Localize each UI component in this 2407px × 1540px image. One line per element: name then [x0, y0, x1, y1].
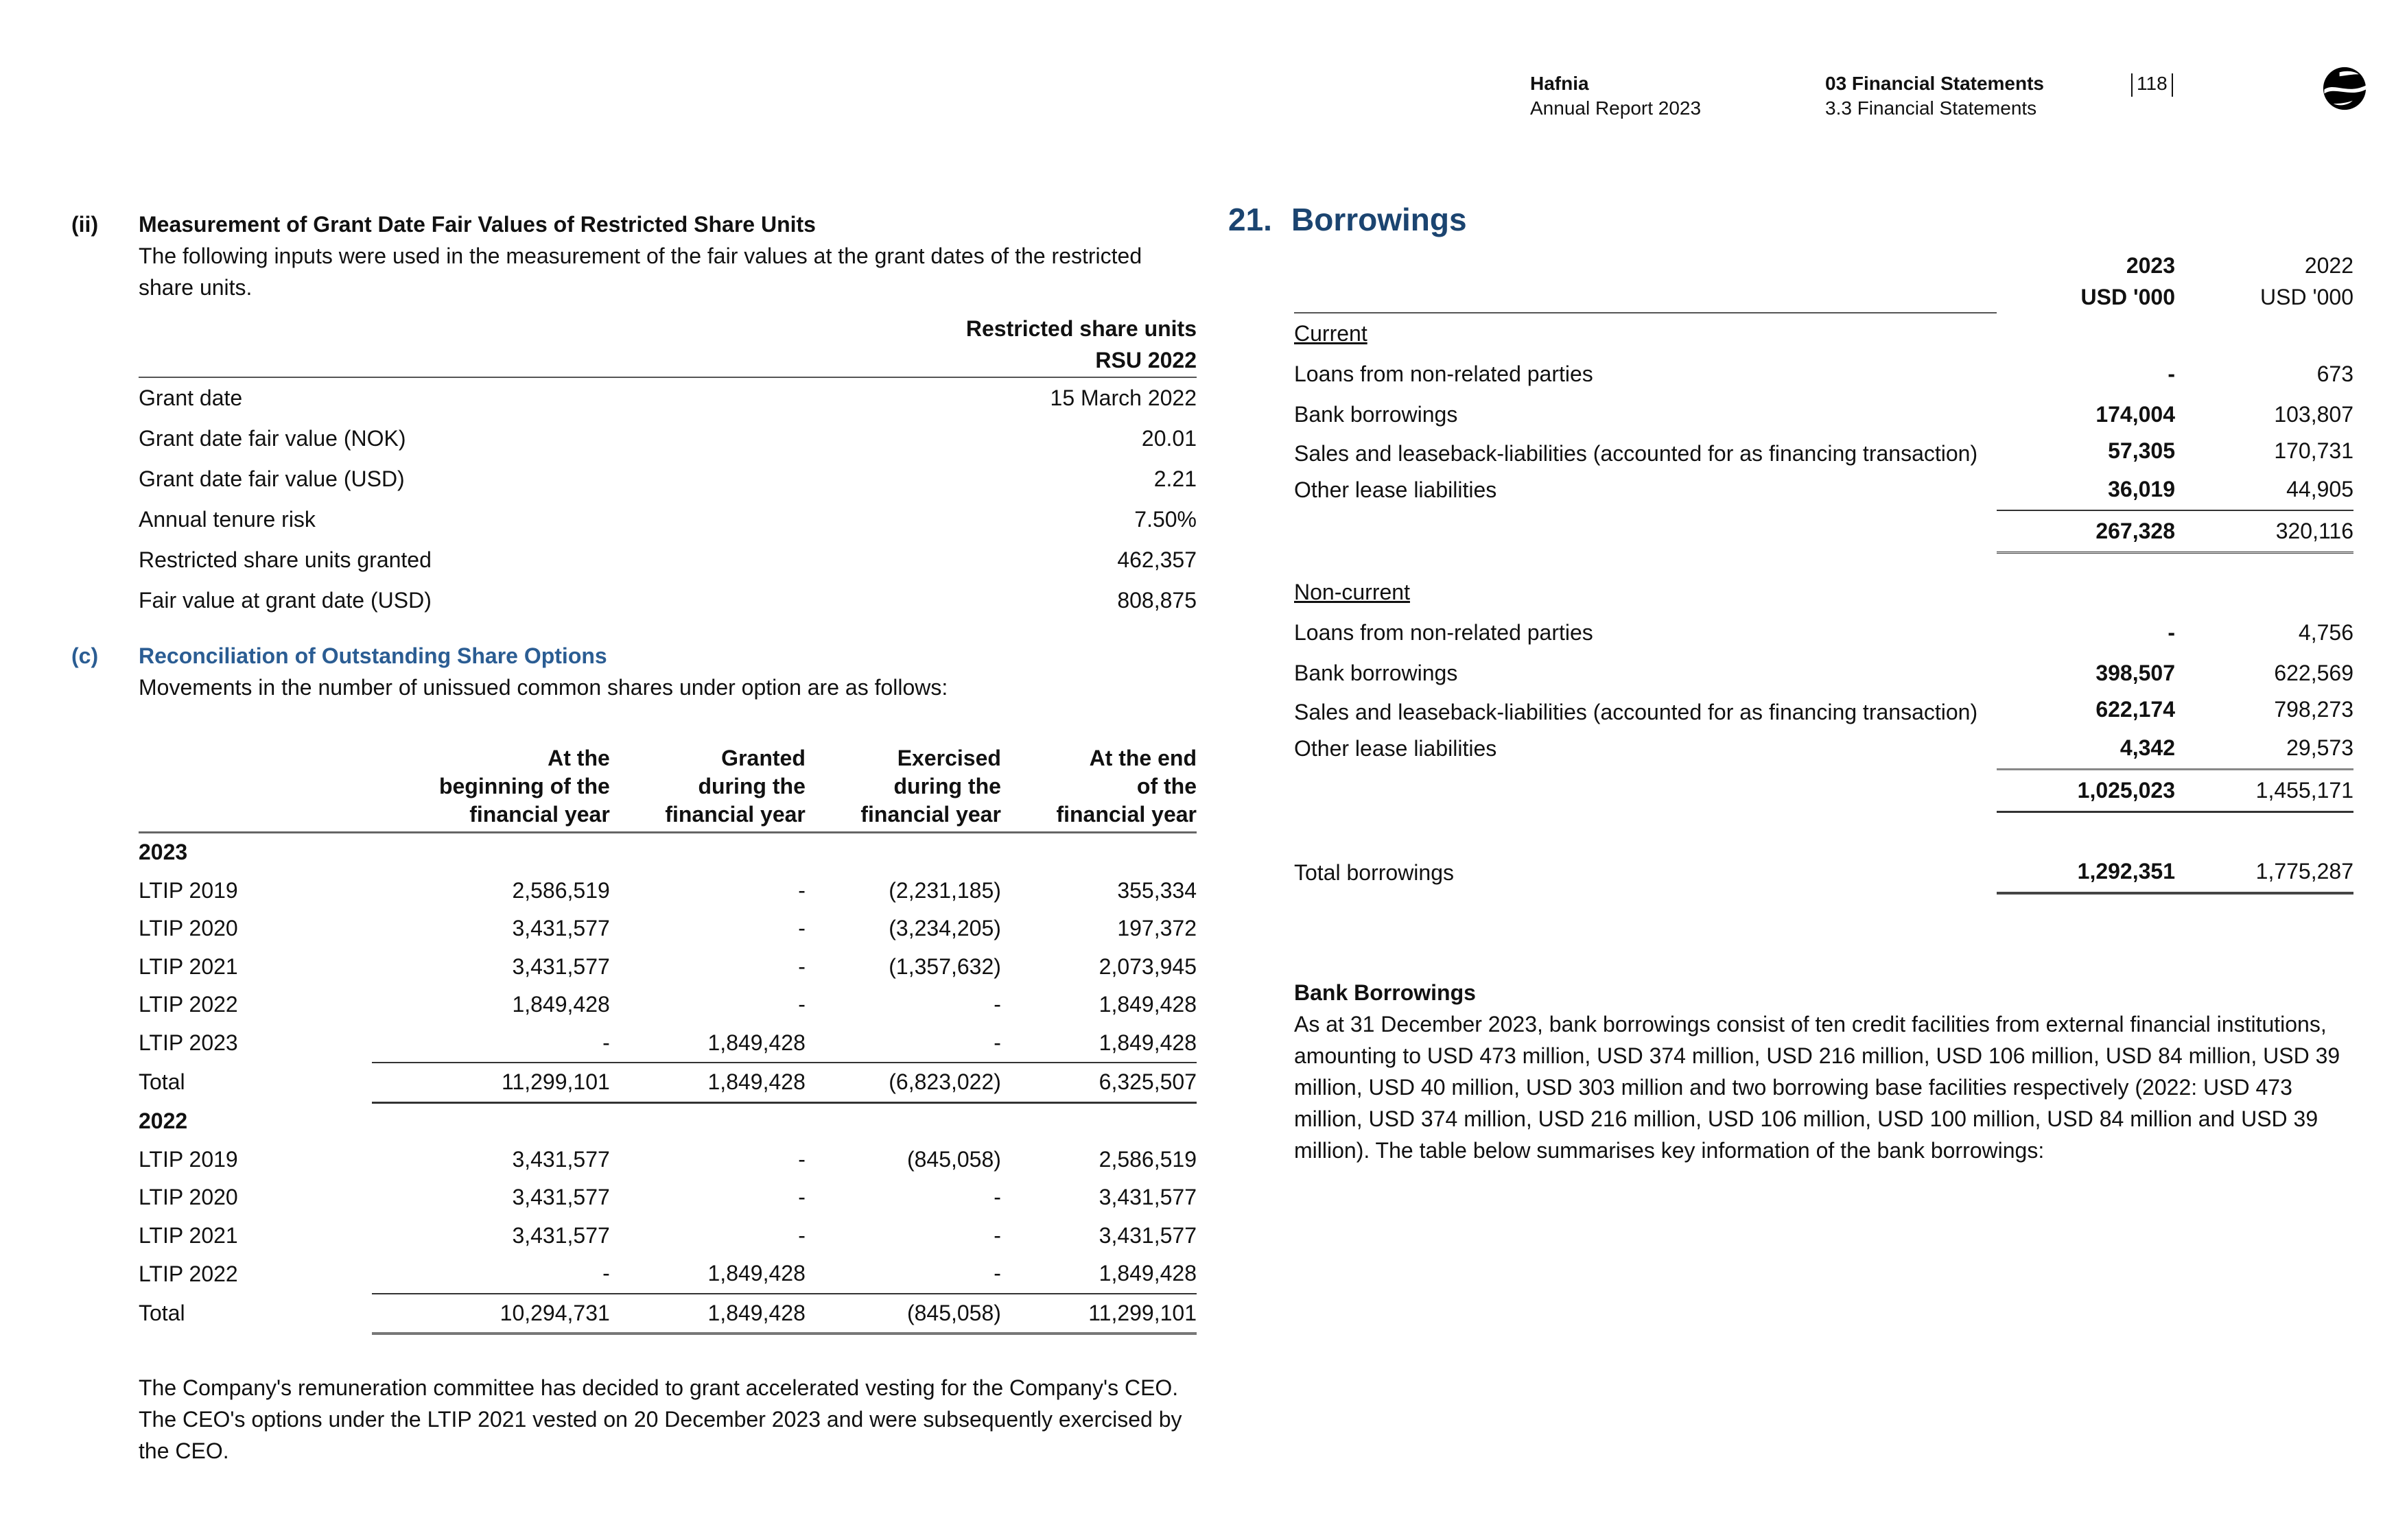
- rsu-intro: The following inputs were used in the measurement of the fair values at the grant dates of the restricted share units.: [139, 244, 1142, 300]
- row-value: 7.50%: [1134, 507, 1197, 532]
- table-row: Sales and leaseback-liabilities (accounted for as financing transaction) 622,174 798,273: [1294, 696, 2353, 724]
- total-row: Total 11,299,101 1,849,428 (6,823,022) 6,325,507: [139, 1063, 1197, 1102]
- table-row: [139, 540, 1197, 580]
- table-row: [139, 418, 1197, 459]
- table-row: LTIP 2020 3,431,577 - - 3,431,577: [139, 1185, 1197, 1209]
- table-row: LTIP 2022 1,849,428 - - 1,849,428: [139, 992, 1197, 1017]
- table-row: LTIP 2022 - 1,849,428 - 1,849,428: [139, 1261, 1197, 1286]
- right-column: [1228, 199, 2353, 1166]
- row-value: 808,875: [1117, 588, 1197, 613]
- table-row: LTIP 2020 3,431,577 - (3,234,205) 197,372: [139, 916, 1197, 940]
- col-header-begin: At the beginning of the financial year: [372, 744, 610, 833]
- table-row: Other lease liabilities 4,342 29,573: [1294, 735, 2353, 761]
- current-label: Current: [1294, 321, 1367, 346]
- row-label: Restricted share units granted: [139, 547, 432, 572]
- row-value: 462,357: [1117, 547, 1197, 572]
- page-number-value: 118: [2137, 73, 2168, 94]
- row-value: 15 March 2022: [1050, 386, 1197, 410]
- table-row: LTIP 2023 - 1,849,428 - 1,849,428: [139, 1030, 1197, 1055]
- year-label: 2022: [139, 1109, 188, 1133]
- rsu-section-title: Measurement of Grant Date Fair Values of Restricted Share Units: [139, 212, 816, 237]
- table-row: LTIP 2019 3,431,577 - (845,058) 2,586,519: [139, 1146, 1197, 1172]
- bank-borrowings-title: Bank Borrowings: [1294, 980, 1476, 1005]
- table-row: LTIP 2021 3,431,577 - (1,357,632) 2,073,945: [139, 953, 1197, 979]
- col-header-granted: Granted during the financial year: [610, 744, 806, 833]
- unit-2022: USD '000: [2260, 285, 2353, 309]
- table-header-row: [139, 744, 1197, 833]
- borrowings-table-wrap: [1294, 250, 2353, 895]
- row-label: Grant date fair value (USD): [139, 466, 405, 491]
- options-section: [71, 640, 1197, 1467]
- table-row: LTIP 2021 3,431,577 - - 3,431,577: [139, 1222, 1197, 1248]
- table-row: [139, 377, 1197, 418]
- row-value: 20.01: [1141, 426, 1197, 451]
- row-label: Annual tenure risk: [139, 507, 316, 532]
- bank-borrowings-section: [1294, 977, 2358, 1166]
- report-name: Annual Report 2023: [1530, 97, 1702, 119]
- subtotal-row: 267,328 320,116: [1294, 510, 2353, 553]
- row-value: 2.21: [1153, 466, 1197, 491]
- borrowings-table: [1294, 250, 2353, 895]
- row-label: Grant date: [139, 386, 243, 410]
- rsu-table: [139, 313, 1197, 621]
- options-intro: Movements in the number of unissued common shares under option are as follows:: [139, 675, 948, 700]
- table-row: [139, 459, 1197, 499]
- header-section: [1825, 71, 2044, 121]
- options-table: [139, 744, 1197, 1335]
- divider: [2131, 73, 2133, 97]
- header-company: [1530, 71, 1701, 121]
- page-number: [2127, 71, 2177, 97]
- subsection-name: 3.3 Financial Statements: [1825, 97, 2037, 119]
- company-name: Hafnia: [1530, 73, 1589, 94]
- options-footer-note: The Company's remuneration committee has decided to grant accelerated vesting for the Company's CEO. The CEO's options under the LTIP 2021 vested on 20 December 2023 and were subsequently exercised by the CEO.: [139, 1375, 1182, 1463]
- section-marker: (ii): [71, 212, 99, 237]
- table-row: [139, 499, 1197, 540]
- row-label: Grant date fair value (NOK): [139, 426, 406, 451]
- note-number: 21.: [1228, 202, 1272, 237]
- col-2022: 2022: [2304, 253, 2353, 278]
- row-label: Fair value at grant date (USD): [139, 588, 432, 613]
- table-row: [139, 580, 1197, 621]
- subtotal-row: 1,025,023 1,455,171: [1294, 769, 2353, 812]
- table-row: Other lease liabilities 36,019 44,905: [1294, 477, 2353, 502]
- note-title: Borrowings: [1291, 202, 1467, 237]
- hafnia-wave-logo-icon: [2319, 63, 2370, 114]
- borrowings-heading: [1228, 199, 2353, 240]
- table-row: Bank borrowings 174,004 103,807: [1294, 402, 2353, 427]
- col-header-end: At the end of the financial year: [1001, 744, 1197, 833]
- rsu-col-header: Restricted share units: [965, 316, 1197, 341]
- rsu-col-subheader: RSU 2022: [1095, 348, 1197, 372]
- table-row: Loans from non-related parties - 673: [1294, 362, 2353, 386]
- year-label: 2023: [139, 840, 188, 864]
- table-row: Loans from non-related parties - 4,756: [1294, 619, 2353, 645]
- total-row: Total 10,294,731 1,849,428 (845,058) 11,299,101: [139, 1294, 1197, 1334]
- divider: [2172, 73, 2173, 97]
- section-marker: (c): [71, 643, 99, 668]
- table-row: Bank borrowings 398,507 622,569: [1294, 660, 2353, 685]
- unit-2023: USD '000: [2080, 285, 2175, 309]
- rsu-section: [71, 209, 1197, 621]
- table-row: Sales and leaseback-liabilities (accounted for as financing transaction) 57,305 170,731: [1294, 438, 2353, 466]
- col-2023: 2023: [2126, 253, 2175, 278]
- section-name: 03 Financial Statements: [1825, 73, 2045, 94]
- total-row: Total borrowings 1,292,351 1,775,287: [1294, 851, 2353, 893]
- options-section-title: Reconciliation of Outstanding Share Options: [139, 643, 607, 668]
- left-column: [71, 209, 1197, 1467]
- table-row: LTIP 2019 2,586,519 - (2,231,185) 355,334: [139, 877, 1197, 903]
- non-current-label: Non-current: [1294, 579, 1410, 604]
- bank-borrowings-text: As at 31 December 2023, bank borrowings consist of ten credit facilities from external financial institutions, amounting to USD 473 million, USD 374 million, USD 216 million, USD 106 million, USD 84 million, USD 39 million, USD 40 million, USD 303 million and two borrowing base facilities respectively (2022: USD 473 million, USD 374 million, USD 216 million, USD 106 million, USD 100 million, USD 84 million and USD 39 million). The table below summarises key information of the bank borrowings:: [1294, 1012, 2340, 1163]
- col-header-exercised: Exercised during the financial year: [806, 744, 1001, 833]
